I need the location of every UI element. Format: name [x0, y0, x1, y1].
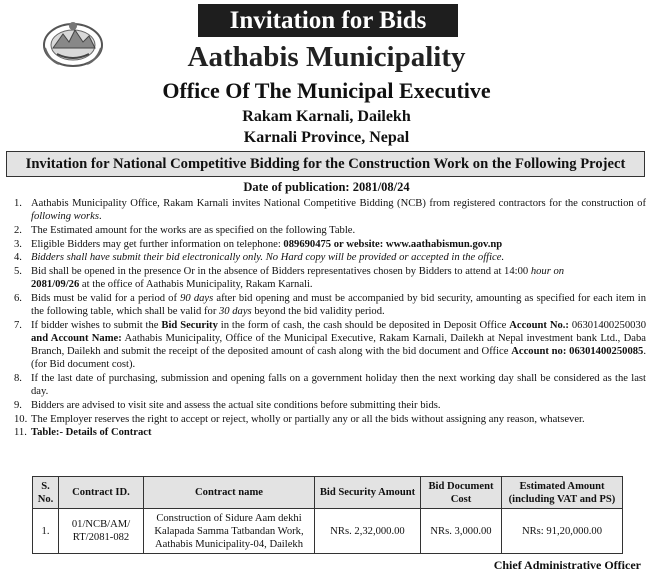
publication-date: Date of publication: 2081/08/24: [243, 180, 410, 194]
cell-bid-document-cost: NRs. 3,000.00: [421, 509, 502, 554]
header-contract-id: Contract ID.: [59, 477, 144, 509]
header-contract-name: Contract name: [144, 477, 315, 509]
contact-info: 089690475 or website: www.aathabismun.gov.np: [283, 238, 503, 250]
table-row: [33, 509, 623, 554]
contract-details-table: [32, 476, 623, 554]
header-estimated-amount: Estimated Amount (including VAT and PS): [502, 477, 623, 509]
table-caption: Table:- Details of Contract: [31, 427, 152, 439]
cell-bid-security: NRs. 2,32,000.00: [315, 509, 421, 554]
notice-heading: Invitation for National Competitive Bidding for the Construction Work on the Following Project: [6, 151, 645, 177]
header-sno: S. No.: [33, 477, 59, 509]
notice-items: [14, 197, 646, 440]
cell-contract-id: 01/NCB/AM/ RT/2081-082: [59, 509, 144, 554]
header-bid-document-cost: Bid Document Cost: [421, 477, 502, 509]
cell-sno: 1.: [33, 509, 59, 554]
list-item: 11. Table:- Details of Contract: [14, 426, 646, 439]
list-item: 1. Aathabis Municipality Office, Rakam Karnali invites National Competitive Bidding (NCB) from registered contractors for the construction of following works.: [14, 198, 646, 223]
header-bid-security: Bid Security Amount: [315, 477, 421, 509]
office-name: Office Of The Municipal Executive: [162, 78, 491, 103]
banner-title: Invitation for Bids: [198, 4, 458, 37]
municipality-name: Aathabis Municipality: [187, 41, 466, 73]
list-item: 3. Eligible Bidders may get further information on telephone: 089690475 or website: www.aathabismun.gov.np: [14, 238, 503, 250]
list-item: 8. If the last date of purchasing, submission and opening falls on a government holiday then the next working day shall be considered as the last day.: [14, 373, 646, 398]
list-item: 10. The Employer reserves the right to accept or reject, wholly or partially any or all the bids without assigning any reason, whatsever.: [14, 413, 585, 425]
list-item: 7. If bidder wishes to submit the Bid Security in the form of cash, the cash should be deposited in Deposit Office Account No.: 06301400250030 and Account Name: Aathabis Municipality, Office of the Municipal Executive, Rakam Karnali, Dailekh at Nepal investment bank Ltd., Daba Branch, Dailekh and submit the receipt of the deposited amount of cash along with the bid document and Office Account no: 06301400250085.(for Bid document cost).: [14, 319, 647, 371]
list-item: 6. Bids must be valid for a period of 90 days after bid opening and must be accompanied by bid security, amounting as specified for each item in the following table, which shall be valid for 30 days beyond the bid validity period.: [14, 292, 646, 318]
signature-title: Chief Administrative Officer: [493, 558, 641, 572]
address-line-2: Karnali Province, Nepal: [243, 129, 410, 146]
list-item: 5. Bid shall be opened in the presence Or in the absence of Bidders representatives chosen by Bidders to attend at 14:00 hour on 2081/09/26 at the office of Aathabis Municipality, Rakam Karnali.: [14, 266, 565, 291]
list-item: 9. Bidders are advised to visit site and assess the actual site conditions before submitting their bids.: [14, 400, 441, 412]
cell-contract-name: Construction of Sidure Aam dekhi Kalapada Samma Tatbandan Work, Aathabis Municipality-04, Dailekh: [144, 509, 315, 554]
address-line-1: Rakam Karnali, Dailekh: [242, 108, 411, 125]
list-item: 4. Bidders shall have submit their bid electronically only. No Hard copy will be provided or accepted in the office.: [14, 252, 505, 264]
table-header-row: [33, 477, 623, 509]
list-item: 2. The Estimated amount for the works are as specified on the following Table.: [14, 224, 356, 236]
cell-estimated-amount: NRs: 91,20,000.00: [502, 509, 623, 554]
